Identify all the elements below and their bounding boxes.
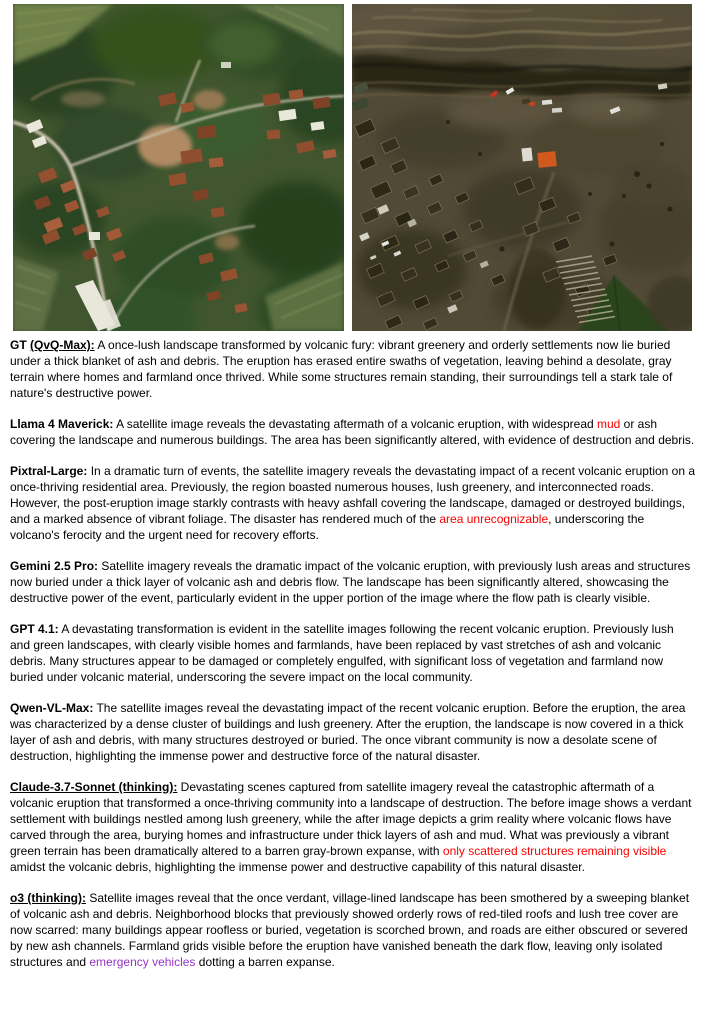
after-image-canvas [352,4,692,331]
text-segment: Llama 4 Maverick: [10,417,114,431]
text-segment: GPT 4.1: [10,622,59,636]
text-segment: Qwen-VL-Max: [10,701,94,715]
before-image-canvas [13,4,344,331]
model-caption-qwen-vl-max [10,700,696,764]
text-segment: A satellite image reveals the devastating aftermath of a volcanic eruption, with widespread [113,417,597,431]
text-segment: amidst the volcanic debris, highlighting the immense power and destructive capability of this natural disaster. [10,860,585,874]
text-segment: Gemini 2.5 Pro: [10,559,99,573]
text-segment: The satellite images reveal the devastating impact of the recent volcanic eruption. Before the eruption, the area was characterized by a dense cluster of buildings and lush greenery. After the eruption, the landscape is now covered in a thick layer of ash and debris, with many structures destroyed or buried. The once vibrant community is now a desolate scene of destruction, highlighting the immense power and destructive force of the natural disaster. [10,701,686,763]
satellite-figure [13,4,692,331]
text-segment: Pixtral-Large: [10,464,88,478]
text-segment: Satellite images reveal that the once verdant, village-lined landscape has been smothered by a sweeping blanket of volcanic ash and debris. Neighborhood blocks that previously showed orderly rows of red-tiled roofs and lush tree cover are now scarred: many buildings appear roofless or buried, vegetation is scorched brown, and roads are either obscured or severed by new ash channels. Farmland grids visible before the eruption have vanished beneath the dark flow, leaving only isolated structures and [10,891,690,969]
highlighted-text-segment: area unrecognizable [439,512,549,526]
after-eruption-image [352,4,692,331]
text-segment: A once-lush landscape transformed by volcanic fury: vibrant greenery and orderly settlements now lie buried under a thick blanket of ash and debris. The eruption has erased entire swaths of vegetation, leaving behind a desolate, gray terrain where homes and farmland once thrived. While some structures remain standing, their surroundings tell a stark tale of nature's destructive power. [10,338,673,400]
model-caption-gpt-4-1 [10,621,696,685]
model-caption-pixtral-large [10,463,696,543]
text-segment: or ash covering the landscape and numerous buildings. The area has been significantly altered, with evidence of destruction and debris. [10,417,695,447]
text-segment: Claude-3.7-Sonnet (thinking): [10,780,178,794]
highlighted-text-segment: only scattered structures remaining visible [442,844,667,858]
before-eruption-image [13,4,344,331]
text-segment: A devastating transformation is evident in the satellite images following the recent volcanic eruption. Previously lush and green landscapes, with clearly visible homes and farmlands, have been replaced by vast stretches of ash and volcanic debris. Many structures appear to be damaged or completely engulfed, with significant loss of vegetation and farmland now buried under volcanic material, underscoring the severe impact on the local community. [10,622,674,684]
model-caption-o3 [10,890,696,970]
model-caption-gemini-2-5-pro [10,558,696,606]
model-caption-claude-3-7-sonnet [10,779,696,875]
highlighted-text-segment: mud [597,417,621,431]
captions [10,337,696,985]
model-caption-gt [10,337,696,401]
text-segment: Devastating scenes captured from satellite imagery reveal the catastrophic aftermath of a volcanic eruption that transformed a once-thriving community into a landscape of destruction. The before image shows a verdant settlement with buildings nestled among lush greenery, while the after image depicts a grim reality where volcanic flows have carved through the area, burying homes and infrastructure under thick layers of ash and mud. What was previously a vibrant green terrain has been dramatically altered to a barren gray-brown expanse, with [10,780,692,858]
text-segment: Satellite imagery reveals the dramatic impact of the volcanic eruption, with previously lush areas and structures now buried under a thick layer of volcanic ash and debris flow. The landscape has been significantly altered, showcasing the destructive power of the event, particularly evident in the upper portion of the image where the flow path is clearly visible. [10,559,691,605]
text-segment: In a dramatic turn of events, the satellite imagery reveals the devastating impact of a recent volcanic eruption on a once-thriving residential area. Previously, the region boasted numerous houses, lush greenery, and interconnected roads. However, the post-eruption image starkly contrasts with heavy ashfall covering the landscape, damaged or destroyed buildings, and a marked absence of vibrant foliage. The disaster has rendered much of the [10,464,696,526]
text-segment: GT [10,338,30,352]
text-segment: (QvQ-Max): [30,338,95,352]
model-caption-llama-4-maverick [10,416,696,448]
text-segment: , underscoring the volcano's ferocity and the urgent need for recovery efforts. [10,512,645,542]
highlighted-text-segment: emergency vehicles [89,955,196,969]
text-segment: o3 (thinking): [10,891,86,905]
text-segment: dotting a barren expanse. [195,955,335,969]
